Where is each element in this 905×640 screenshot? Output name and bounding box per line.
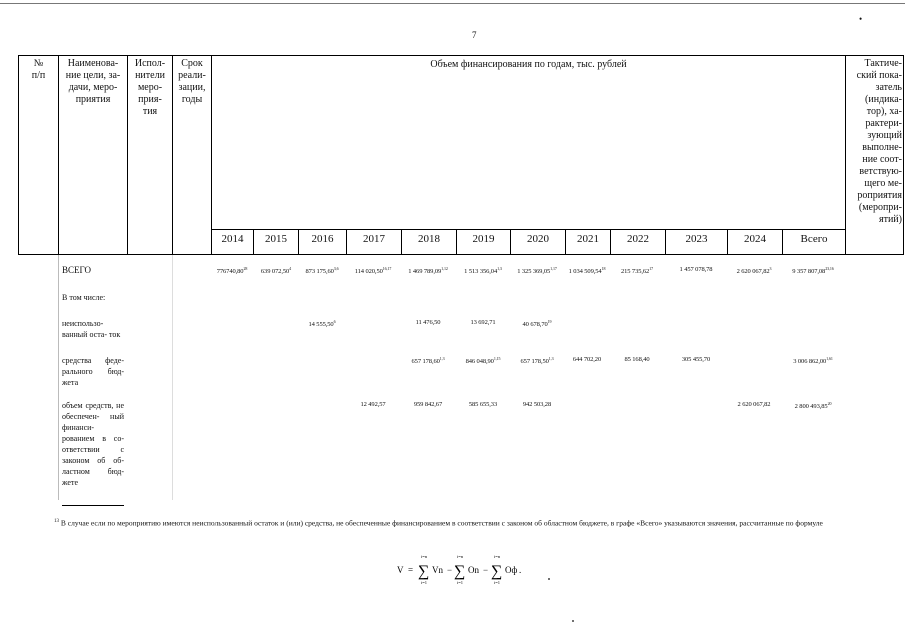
value-text: 13 692,71 <box>470 319 496 326</box>
value-cell <box>610 266 664 275</box>
value-footnote-ref: 1,17 <box>550 266 557 271</box>
col-header-volume: Объем финансирования по годам, тыс. рублей <box>430 59 627 70</box>
value-footnote-ref: 28 <box>243 266 248 271</box>
value-footnote-ref: 18 <box>601 266 606 271</box>
value-footnote-ref: 1,3 <box>548 356 554 361</box>
value-footnote-ref: 1,3 <box>497 266 502 271</box>
value-cell <box>299 319 346 328</box>
corner-mark: • <box>859 14 863 24</box>
value-cell <box>457 401 510 408</box>
value-cell <box>457 356 510 365</box>
svg-text:i=1: i=1 <box>494 580 501 585</box>
value-footnote-ref: 1,61 <box>826 356 833 361</box>
value-cell <box>401 319 455 326</box>
sigma-2: ∑ <box>454 563 466 580</box>
year-2019: 2019 <box>472 233 495 245</box>
value-cell <box>346 266 400 275</box>
year-2017: 2017 <box>363 233 385 245</box>
value-cell <box>401 266 455 275</box>
value-cell <box>565 266 609 275</box>
value-footnote-ref: 1,3 <box>439 356 445 361</box>
value-text: 776740,80 <box>216 268 244 276</box>
value-text: 2 620 067,82 <box>737 401 771 408</box>
sigma-3: ∑ <box>491 563 503 580</box>
value-cell <box>666 356 727 363</box>
svg-text:i=1: i=1 <box>457 580 464 585</box>
year-2024: 2024 <box>744 233 766 245</box>
svg-text:−: − <box>447 565 453 575</box>
svg-text:i=n: i=n <box>457 554 464 559</box>
value-text: 3 006 862,00 <box>793 358 827 366</box>
value-text: 9 357 807,08 <box>792 268 826 276</box>
row-label-including: В том числе: <box>62 293 106 302</box>
value-cell <box>782 401 844 410</box>
value-footnote-ref: 3,6 <box>333 266 339 271</box>
value-footnote-ref: 20 <box>827 401 832 406</box>
row-label-federal-budget: средства феде- рального бюд- жета <box>62 356 124 387</box>
value-cell <box>457 266 510 275</box>
value-footnote-ref: 16,17 <box>382 266 392 271</box>
value-cell <box>782 356 844 365</box>
formula-term-vn: Vn <box>432 565 443 575</box>
value-cell <box>565 356 609 363</box>
value-footnote-ref: 1,12 <box>441 266 448 271</box>
value-text: 85 168,40 <box>624 356 650 363</box>
value-cell <box>299 266 346 275</box>
value-text: 114 020,50 <box>354 268 383 276</box>
value-text: 2 800 493,85 <box>794 403 828 411</box>
value-text: 657 178,60 <box>411 358 440 366</box>
value-cell <box>666 266 727 273</box>
value-cell <box>727 401 781 408</box>
year-2015: 2015 <box>265 233 287 245</box>
year-2021: 2021 <box>577 233 599 245</box>
formula-lhs: V <box>397 565 404 575</box>
value-cell <box>510 319 564 328</box>
value-footnote-ref: 23,16 <box>825 266 834 271</box>
value-text: 1 469 789,09 <box>408 268 442 276</box>
value-text: 1 513 356,04 <box>464 268 498 276</box>
value-cell <box>727 266 781 275</box>
svg-text:.: . <box>519 565 522 575</box>
value-text: 959 842,67 <box>413 401 443 408</box>
svg-text:i=1: i=1 <box>421 580 428 585</box>
value-text: 305 455,70 <box>681 356 711 363</box>
value-text: 873 175,60 <box>305 268 334 276</box>
col-header-executors: Испол- нители меро- прия- тия <box>134 58 166 117</box>
top-rule <box>0 3 905 4</box>
year-total: Всего <box>800 233 828 245</box>
year-2023: 2023 <box>685 233 708 245</box>
formula-term-on: On <box>468 565 479 575</box>
col-header-term: Срок реали- зации, годы <box>178 58 206 105</box>
value-footnote-ref: 17 <box>649 266 654 271</box>
year-2022: 2022 <box>627 233 649 245</box>
formula <box>395 551 535 591</box>
value-text: 2 620 067,82 <box>736 268 770 276</box>
year-2014: 2014 <box>221 233 244 245</box>
page-number: 7 <box>472 30 477 40</box>
value-cell <box>254 266 298 275</box>
footnote-mark: 13 <box>54 519 59 524</box>
value-footnote-ref: 4 <box>289 266 292 271</box>
value-cell <box>510 356 564 365</box>
value-cell <box>457 319 510 326</box>
scan-speck <box>572 620 574 622</box>
value-text: 644 702,20 <box>572 356 602 363</box>
value-cell <box>401 401 455 408</box>
value-footnote-ref: 1,15 <box>493 356 501 361</box>
year-2016: 2016 <box>311 233 334 245</box>
value-footnote-ref: 19 <box>547 319 552 324</box>
footnote-text: В случае если по мероприятию имеются неиспользованный остаток и (или) средства, не обеспеченные финансированием в соответствии с законом об областном бюджете, в графе «Всего» указываются значения, рассчитанные по формуле <box>60 518 823 528</box>
col-header-indicator: Тактиче- ский пока- затель (индика- тор), ха- рактери- зующий выполне- ние соот- ветствую- щего ме- роприятия (меропри- ятий) <box>856 58 902 225</box>
value-text: 1 034 509,54 <box>568 268 602 276</box>
value-footnote-ref: 6 <box>333 319 336 324</box>
svg-text:−: − <box>483 565 489 575</box>
formula-equals: = <box>408 565 414 575</box>
year-2018: 2018 <box>418 233 440 245</box>
value-text: 1 457 078,78 <box>679 266 713 273</box>
value-text: 942 503,28 <box>522 401 552 408</box>
sigma-1: ∑ <box>418 563 430 580</box>
value-text: 215 735,62 <box>620 268 650 276</box>
value-text: 11 476,50 <box>415 319 441 326</box>
scan-speck <box>548 578 550 580</box>
formula-term-of: Oф <box>505 565 518 575</box>
value-text: 40 678,70 <box>522 321 548 329</box>
value-cell <box>510 401 564 408</box>
value-cell <box>346 401 400 408</box>
value-text: 657 178,50 <box>520 358 549 366</box>
col-header-name: Наименова- ние цели, за- дачи, меро- приятия <box>65 58 121 105</box>
value-text: 12 492,57 <box>360 401 386 408</box>
value-cell <box>401 356 455 365</box>
svg-text:i=n: i=n <box>494 554 501 559</box>
value-text: 585 655,33 <box>468 401 498 408</box>
row-label-unused-balance: неиспользо- ванный оста- ток <box>62 319 121 339</box>
footnote-rule <box>62 505 124 506</box>
footnote <box>30 516 882 530</box>
value-text: 639 072,50 <box>260 268 290 276</box>
row-label-total: ВСЕГО <box>62 265 91 275</box>
value-text: 14 555,50 <box>308 321 334 329</box>
svg-text:i=n: i=n <box>421 554 428 559</box>
value-cell <box>510 266 564 275</box>
value-footnote-ref: 3 <box>769 266 772 271</box>
value-cell <box>212 266 253 275</box>
value-cell <box>782 266 844 275</box>
value-cell <box>610 356 664 363</box>
row-label-unfunded-volume: объем средств, не обеспечен- ный финанси- рованием в со- ответствии с законом об об- ластном бюд- жете <box>62 401 124 487</box>
col-header-number: № п/п <box>31 58 46 81</box>
value-text: 846 048,90 <box>465 358 494 366</box>
year-2020: 2020 <box>527 233 549 245</box>
value-text: 1 325 369,05 <box>517 268 551 276</box>
